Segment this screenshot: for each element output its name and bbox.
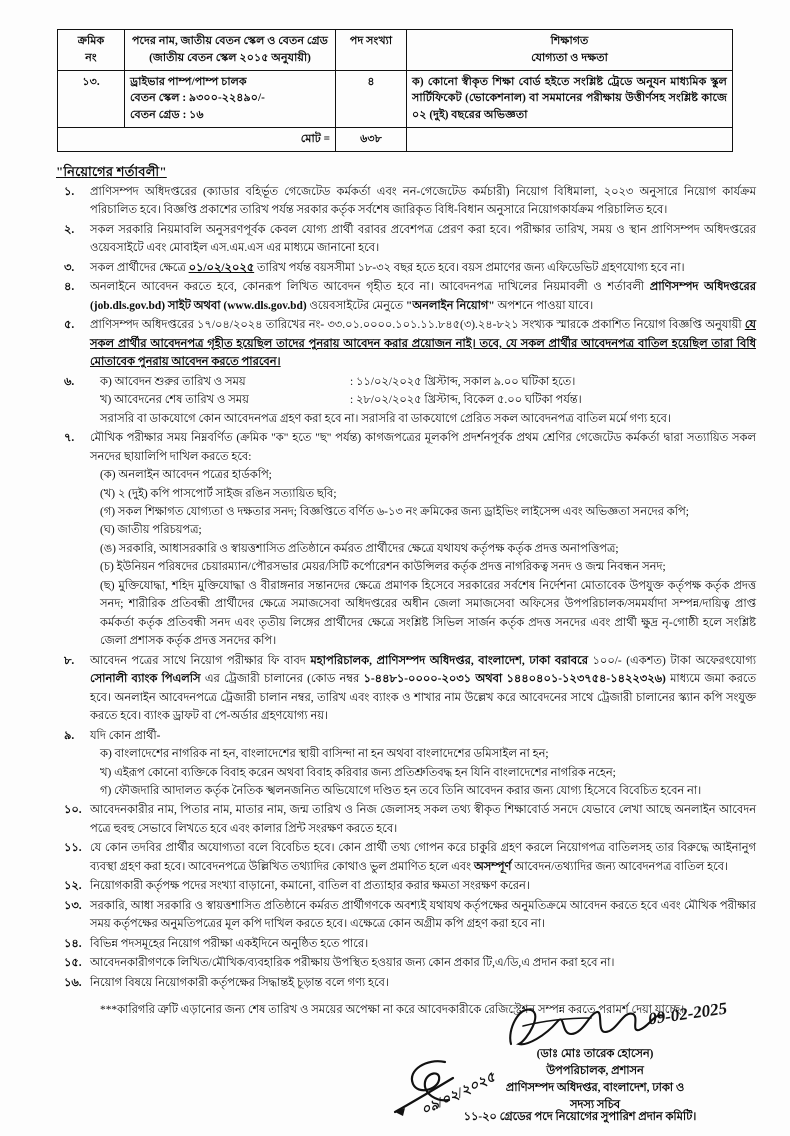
condition-item-7 (56, 429, 756, 651)
condition-text: প্রাণিসম্পদ অধিদপ্তরের (ক্যাডার বহির্ভূত গেজেটেড কর্মকর্তা এবং নন-গেজেটেড কর্মচারী) নিয়োগ বিধিমালা, ২০২৩ অনুসারে নিয়োগ কার্যক্রম পরিচালিত হবে। বিজ্ঞপ্তি প্রকাশের তারিখ পর্যন্ত সরকার কর্তৃক সর্বশেষ জারিকৃত বিধি-বিধান অনুসারে নিয়োগকার্যক্রম পরিচালিত হবে। (90, 186, 756, 217)
condition-number: ৬. (64, 375, 75, 388)
condition-number: ৩. (64, 261, 75, 274)
condition-item-2 (56, 221, 756, 258)
ineligibility-sub-list (90, 745, 756, 800)
header-education-line1: শিক্ষাগত (550, 35, 589, 47)
condition-number: ১৩. (64, 899, 82, 912)
condition-text (90, 839, 756, 876)
ineligibility-intro: যদি কোন প্রার্থী- (90, 729, 161, 742)
cell-serial: ১৩. (58, 70, 125, 127)
application-url-job[interactable]: (job.dls.gov.bd) (90, 299, 166, 312)
application-start-row (90, 373, 756, 391)
condition-item-16 (56, 974, 756, 992)
cell-pay-scale: বেতন স্কেল : ৯৩০০-২২৪৯০/- (130, 92, 265, 105)
list-item: (ঘ) জাতীয় পরিচয়পত্র; (100, 524, 202, 537)
condition-text (90, 429, 756, 651)
condition-text-part: অপশনে পাওয়া যাবে। (494, 299, 594, 312)
condition-text (90, 373, 756, 428)
condition-item-12 (56, 877, 756, 895)
condition-text-part: এর ট্রেজারী চালানের (কোড নম্বর (200, 673, 364, 686)
condition-item-3 (56, 259, 756, 277)
condition-number: ৯. (64, 729, 75, 742)
condition-text-part: যে কোন তদবির প্রার্থীর অযোগ্যতা বলে বিবেচিত হবে। কোন প্রার্থী তথ্য গোপন করে চাকুরি গ্রহণ করলে নিয়োগপত্র বাতিলসহ তার বিরুদ্ধে আইনানুগ ব্যবস্থা গ্রহণ করা হবে। আবেদনপত্রে উল্লিখিত তথ্যাদির কোথাও ভুল প্রমাণিত হলে এবং (90, 842, 756, 873)
condition-item-13 (56, 897, 756, 934)
condition-number: ১৬. (64, 976, 82, 989)
signature-block (430, 1046, 760, 1115)
condition-text (90, 278, 756, 315)
condition-text-part: ওয়েবসাইটের মেনুতে (306, 299, 406, 312)
condition-number: ৫. (64, 319, 75, 332)
header-education-line2: যোগ্যতা ও দক্ষতা (531, 51, 608, 64)
application-end-row (90, 391, 756, 409)
condition-number: ৭. (64, 432, 75, 445)
condition-text: আবেদনকারীর নাম, পিতার নাম, মাতার নাম, জন্ম তারিখ ও নিজ জেলাসহ সকল তথ্য স্বীকৃত শিক্ষাবোর্ড সনদে যেভাবে লেখা আছে অনলাইন আবেদন পত্রে হুবহু সেভাবে লিখতে হবে এবং কালার প্রিন্ট সংরক্ষণ করতে হবে। (90, 804, 756, 835)
list-item: গ) ফৌজদারি আদালত কর্তৃক নৈতিক স্খলনজনিত অভিযোগে দণ্ডিত হন তবে তিনি আবেদন করার জন্য যোগ্য হিসেবে বিবেচিত হবেন না। (100, 785, 702, 797)
cell-education (407, 70, 733, 127)
list-item: ক) বাংলাদেশের নাগরিক না হন, বাংলাদেশের স্থায়ী বাসিন্দা না হন অথবা বাংলাদেশের ডমিসাইল না হন; (100, 748, 549, 761)
condition-number: ১১. (64, 842, 82, 855)
condition-text (90, 652, 756, 726)
list-item: (ছ) মুক্তিযোদ্ধা, শহিদ মুক্তিযোদ্ধা ও বীরাঙ্গনার সন্তানদের ক্ষেত্রে প্রমাণক হিসেবে সরকারের সর্বশেষ নির্দেশনা মোতাবেক উপযুক্ত কর্তৃপক্ষ কর্তৃক প্রদত্ত সনদ; শারীরিক প্রতিবন্ধী প্রার্থীদের ক্ষেত্রে সমাজসেবা অধিদপ্তরের অধীন জেলা সমাজসেবা অফিসের উপপরিচালক/সমমর্যাদা সম্পন্ন/দায়িত্ব প্রাপ্ত কর্মকর্তা কর্তৃক প্রতিবন্ধী সনদ এবং তৃতীয় লিঙ্গের প্রার্থীদের ক্ষেত্রে সংশ্লিষ্ট সিভিল সার্জন কর্তৃক প্রদত্ত সনদের এবং প্রার্থী ক্ষুদ্র নৃ-গোষ্ঠী হলে সংশ্লিষ্ট জেলা প্রশাসক কর্তৃক প্রদত্ত সনদের কপি। (100, 579, 756, 648)
list-item: (ক) অনলাইন আবেদন পত্রের হার্ডকপি; (100, 469, 272, 482)
online-recruitment-option: "অনলাইন নিয়োগ" (405, 299, 495, 312)
documents-sub-list (90, 466, 756, 651)
post-table (57, 29, 733, 152)
post-table-head (58, 30, 733, 71)
condition-item-11 (56, 839, 756, 876)
condition-item-1 (56, 183, 756, 220)
signatory-name: (ডাঃ মোঃ তারেক হোসেন) (536, 1048, 654, 1060)
list-item: (চ) ইউনিয়ন পরিষদের চেয়ারম্যান/পৌরসভার মেয়র/সিটি কর্পোরেশন কাউন্সিলর কর্তৃক প্রদত্ত নাগরিকত্ব সনদ ও জন্ম নিবন্ধন সনদ; (100, 561, 666, 574)
previous-applicants-note: যে সকল প্রার্থীর আবেদনপত্র গৃহীত হয়েছিল তাদের পুনরায় আবেদন করার প্রয়োজন নাই। তবে, যে সকল প্রার্থীর আবেদনপত্র বাতিল হয়েছিল তারা বিধি মোতাবেক পুনরায় আবেদন করতে পারবেন। (90, 319, 756, 369)
header-count: পদ সংখ্যা (336, 30, 407, 71)
condition-item-6 (56, 373, 756, 428)
signature-date-left: ০৯/০২/২০২৫ (419, 1070, 499, 1119)
condition-number: ৮. (64, 654, 75, 667)
condition-number: ১২. (64, 880, 82, 893)
signatory-committee: ১১-২০ গ্রেডের পদে নিয়োগের সুপারিশ প্রদান কমিটি। (463, 1111, 697, 1123)
conditions-heading: "নিয়োগের শর্তাবলী" (56, 164, 167, 179)
condition-item-15 (56, 954, 756, 972)
condition-item-5 (56, 316, 756, 371)
bank-name: সোনালী ব্যাংক পিএলসি (90, 673, 201, 686)
post-table-body (58, 70, 733, 151)
total-value: ৬৩৮ (336, 127, 407, 151)
conditions-list (56, 183, 756, 1020)
condition-number: ১০. (64, 804, 82, 817)
application-end-label: খ) আবেদনের শেষ তারিখ ও সময় (100, 394, 249, 407)
condition-item-10 (56, 801, 756, 838)
condition-text (90, 727, 756, 801)
post-table-container (57, 29, 733, 152)
list-item: (ঙ) সরকারি, আধাসরকারি ও স্বায়ত্তশাসিত প্রতিষ্ঠানে কর্মরত প্রার্থীদের ক্ষেত্রে যথাযথ কর্তৃপক্ষ কর্তৃক প্রদত্ত অনাপত্তিপত্র; (100, 542, 619, 555)
fee-payee-name: মহাপরিচালক, প্রাণিসম্পদ অধিদপ্তর, বাংলাদেশ, ঢাকা বরাবরে (310, 654, 588, 667)
cell-count: ৪ (336, 70, 407, 127)
condition-text (90, 316, 756, 371)
condition-number: ৪. (64, 281, 75, 294)
header-serial-line1: ক্রমিক (77, 35, 105, 47)
condition-item-8 (56, 652, 756, 726)
condition-text: নিয়োগ বিষয়ে নিয়োগকারী কর্তৃপক্ষের সিদ্ধান্তই চূড়ান্ত বলে গণ্য হবে। (90, 976, 389, 989)
condition-item-9 (56, 727, 756, 801)
total-blank-cell (407, 127, 733, 151)
condition-number: ১. (64, 186, 75, 198)
incomplete-application-word: অসম্পূর্ণ (473, 860, 512, 873)
condition-text: নিয়োগকারী কর্তৃপক্ষ পদের সংখ্যা বাড়ানো, কমানো, বাতিল বা প্রত্যাহার করার ক্ষমতা সংরক্ষণ করেন। (90, 880, 530, 893)
condition-number: ২. (64, 223, 75, 236)
condition-item-4 (56, 278, 756, 315)
condition-text: সকল সরকারি নিয়মাবলি অনুসরণপূর্বক কেবল যোগ্য প্রার্থী বরাবর প্রবেশপত্র প্রেরণ করা হবে। পরীক্ষার তারিখ, সময় ও স্থান প্রাণিসম্পদ অধিদপ্তরের ওয়েবসাইটে এবং মোবাইল এস.এম.এস এর মাধ্যমে জানানো হবে। (90, 223, 756, 255)
cell-post-name: ড্রাইভার পাম্প/পাম্প চালক (130, 75, 247, 88)
application-url-www[interactable]: (www.dls.gov.bd) (223, 299, 307, 312)
condition-text: সরকারি, আধা সরকারি ও স্বায়ত্তশাসিত প্রতিষ্ঠানে কর্মরত প্রার্থীগণকে অবশ্যই যথাযথ কর্তৃপক্ষের অনুমতিক্রমে আবেদন করতে হবে এবং মৌখিক পরীক্ষার সময় কর্তৃপক্ষের অনুমতিপত্রের মূল কপি দাখিল করতে হবে। এক্ষেত্রে কোন অগ্রীম কপি গ্রহণ করা হবে না। (90, 899, 756, 931)
condition-text: আবেদনকারীগণকে লিখিত/মৌখিক/ব্যবহারিক পরীক্ষায় উপস্থিত হওয়ার জন্য কোন প্রকার টি,এ/ডি,এ প্রদান করা হবে না। (90, 957, 615, 970)
signatory-designation: উপপরিচালক, প্রশাসন (546, 1065, 644, 1078)
advisory-note: ***কারিগরি ত্রুটি এড়ানোর জন্য শেষ তারিখ ও সময়ের অপেক্ষা না করে আবেদকারীকে রেজিস্ট্রেশন সম্পন্ন করতে পরামর্শ দেয়া যাচ্ছে। (100, 1004, 685, 1017)
application-start-label: ক) আবেদন শুরুর তারিখ ও সময় (100, 375, 246, 388)
table-header-row (58, 30, 733, 71)
condition-text-part: আবেদন/তথ্যাদির জন্য আবেদনপত্র বাতিল হবে। (511, 860, 729, 873)
condition-text-part: ১০০/- (একশত) টাকা অফেরৎযোগ্য (587, 654, 756, 667)
application-end-value: : ২৮/০২/২০২৫ খ্রিস্টাব্দ, বিকেল ৫.০০ ঘটিকা পর্যন্ত। (350, 394, 582, 407)
signature-date-main: 09-02-2025 (646, 998, 729, 1029)
application-start-value: : ১১/০২/২০২৫ খ্রিস্টাব্দ, সকাল ৯.০০ ঘটিকা হতে। (350, 375, 576, 388)
table-row (58, 70, 733, 127)
condition-text-part: প্রাণিসম্পদ অধিদপ্তরের ১৭/০৪/২০২৪ তারিখের নং- ৩৩.০১.০০০০.১০১.১১.৮৪৫(৩).২৪-৮২১ সংখ্যক স্মারকে প্রকাশিত নিয়োগ বিজ্ঞপ্তি অনুযায়ী (90, 319, 745, 332)
list-item: (খ) ২ (দুই) কপি পাসপোর্ট সাইজ রঙিন সত্যায়িত ছবি; (100, 487, 337, 500)
condition-text: বিভিন্ন পদসমূহের নিয়োগ পরীক্ষা একইদিনে অনুষ্ঠিত হতে পারে। (90, 937, 369, 950)
header-serial-line2: নং (85, 51, 97, 64)
signatory-office: প্রাণিসম্পদ অধিদপ্তর, বাংলাদেশ, ঢাকা ও (505, 1082, 685, 1095)
treasury-code-numbers: ১-৪৪৮১-০০০০-২০৩১ অথবা ১৪৪০৪০১-১২৩৭৫৪-১৪২২৩২৬) (363, 673, 666, 686)
header-education (407, 30, 733, 71)
header-serial (58, 30, 125, 71)
cell-post (125, 70, 336, 127)
table-total-row (58, 127, 733, 151)
list-item: (গ) সকল শিক্ষাগত যোগ্যতা ও দক্ষতার সনদ; বিজ্ঞপ্তিতে বর্ণিত ৬-১৩ নং ক্রমিকের জন্য ড্রাইভিং লাইসেন্স এবং অভিজ্ঞতা সনদের কপি; (100, 505, 689, 518)
condition-text-part: তারিখ পর্যন্ত বয়সসীমা ১৮-৩২ বছর হতে হবে। বয়স প্রমাণের জন্য এফিডেভিট গ্রহণযোগ্য হবে না। (254, 261, 685, 274)
condition-text (90, 259, 756, 277)
cell-pay-grade: বেতন গ্রেড : ১৬ (130, 109, 204, 122)
condition-text-part: সাইট অথবা (165, 299, 224, 312)
condition-text-part: আবেদন পত্রের সাথে নিয়োগ পরীক্ষার ফি বাবদ (90, 654, 311, 667)
documents-intro: মৌখিক পরীক্ষার সময় নিম্নবর্ণিত (ক্রমিক "ক" হতে "ছ" পর্যন্ত) কাগজপত্রের মূলকপি প্রদর্শনপূর্বক প্রথম শ্রেণির গেজেটেড কর্মকর্তা দ্বারা সত্যায়িত সকল সনদের ছায়ালিপি দাখিল করতে হবে: (90, 432, 756, 463)
age-cutoff-date: ০১/০২/২০২৫ (188, 261, 255, 274)
application-mode-note: সরাসরি বা ডাকযোগে কোন আবেদনপত্র গ্রহণ করা হবে না। সরাসরি বা ডাকযোগে প্রেরিত সকল আবেদনপত্র বাতিল মর্মে গণ্য হবে। (100, 412, 671, 425)
list-item: খ) এইরূপ কোনো ব্যক্তিকে বিবাহ করেন অথবা বিবাহ করিবার জন্য প্রতিশ্রুতিবদ্ধ হন যিনি বাংলাদেশের নাগরিক নহেন; (100, 766, 616, 779)
condition-text-part: অনলাইনে আবেদন করতে হবে, কোনরূপ লিখিত আবেদন গৃহীত হবে না। আবেদনপত্র দাখিলের নিয়মাবলী ও শর্তাবলী (90, 281, 650, 294)
header-post: পদের নাম, জাতীয় বেতন স্কেল ও বেতন গ্রেড (জাতীয় বেতন স্কেল ২০১৫ অনুযায়ী) (125, 30, 336, 71)
signatory-role: সদস্য সচিব (569, 1099, 621, 1112)
cell-education-text: ক) কোনো স্বীকৃত শিক্ষা বোর্ড হইতে সংশ্লিষ্ট ট্রেডে অনূ্যন মাধ্যমিক স্কুল সার্টিফিকেট (ভোকেশনাল) বা সমমানের পরীক্ষায় উত্তীর্ণসহ সংশ্লিষ্ট কাজে ০২ (দুই) বছরের অভিজ্ঞতা (412, 75, 727, 122)
condition-item-14 (56, 935, 756, 953)
condition-number: ১৫. (64, 957, 82, 970)
condition-number: ১৪. (64, 937, 82, 950)
condition-text-part: সকল প্রার্থীদের ক্ষেত্রে (90, 261, 189, 274)
department-name: প্রাণিসম্পদ অধিদপ্তরের (649, 281, 756, 294)
total-label: মোট = (58, 127, 336, 151)
condition-text-part: মাধ্যমে জমা করতে হবে। অনলাইন আবেদনপত্রে ট্রেজারী চালান নম্বর, তারিখ এবং ব্যাংক ও শাখার নাম উল্লেখ করে আবেদনের সাথে ট্রেজারী চালানের স্ক্যান কপি সংযুক্ত করতে হবে। ব্যাংক ড্রাফট বা পে-অর্ডার গ্রহণযোগ্য নয়। (90, 673, 756, 723)
